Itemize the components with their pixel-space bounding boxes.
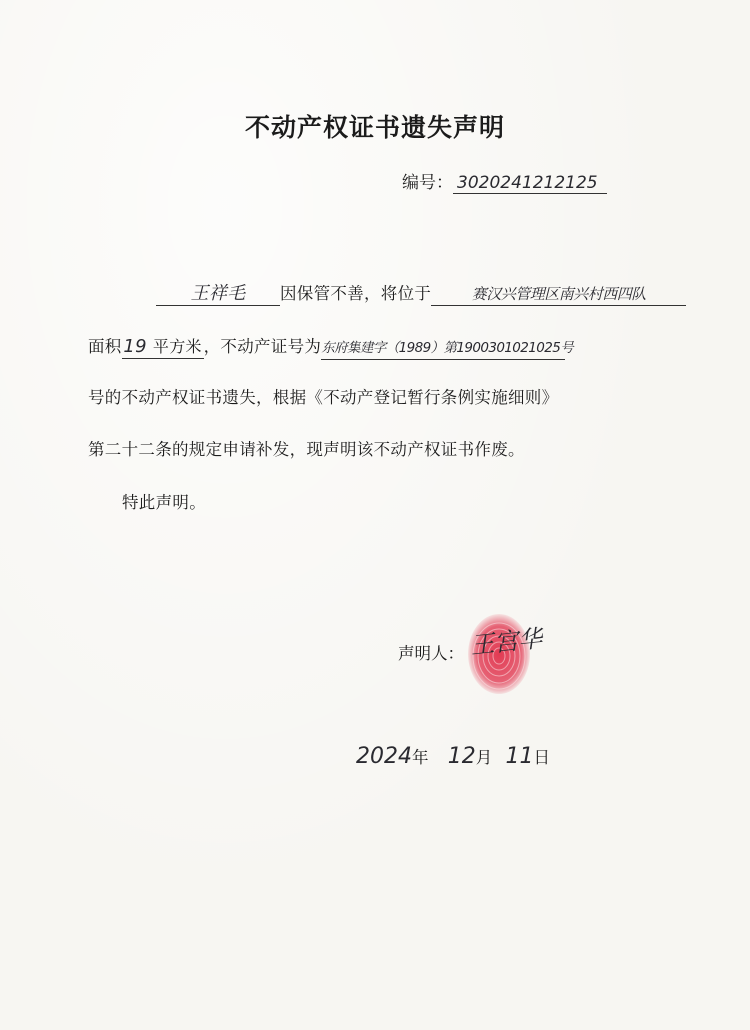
date-day: 11: [505, 744, 534, 769]
area-field: [122, 336, 204, 359]
serial-value: 3020241212125: [453, 173, 607, 194]
document-title: 不动产权证书遗失声明: [244, 113, 505, 142]
closing-text: 特此声明。: [122, 493, 206, 512]
declarant: [398, 640, 464, 664]
cert-number-field: 东府集建字（1989）第1900301021025号: [321, 337, 565, 360]
declaration-date: [356, 744, 550, 769]
date-month: 12: [447, 744, 476, 769]
line-4: 第二十二条的规定申请补发，现声明该不动产权证书作废。: [88, 440, 525, 459]
area-unit: 平方米: [152, 337, 202, 356]
area-label: 面积: [88, 337, 122, 356]
date-year-suffix: 年: [412, 748, 429, 767]
declarant-label: 声明人：: [398, 644, 464, 663]
declarant-signature: 王宫华: [468, 624, 544, 660]
line-1: [88, 280, 686, 306]
date-month-suffix: 月: [475, 748, 493, 767]
text-after-name: 因保管不善，将位于: [280, 284, 432, 303]
date-year: 2024: [356, 744, 412, 769]
cert-label: ，不动产证号为: [203, 337, 322, 356]
area-value: 19: [123, 336, 147, 357]
line-2: [88, 333, 574, 360]
date-day-suffix: 日: [533, 748, 550, 767]
location-field: 赛汉兴管理区南兴村西四队: [431, 283, 686, 306]
serial-label: 编号：: [402, 173, 453, 193]
line-3: 号的不动产权证书遗失，根据《不动产登记暂行条例实施细则》: [88, 388, 559, 407]
serial-number: [402, 168, 607, 194]
owner-name-field: 王祥毛: [156, 283, 280, 306]
